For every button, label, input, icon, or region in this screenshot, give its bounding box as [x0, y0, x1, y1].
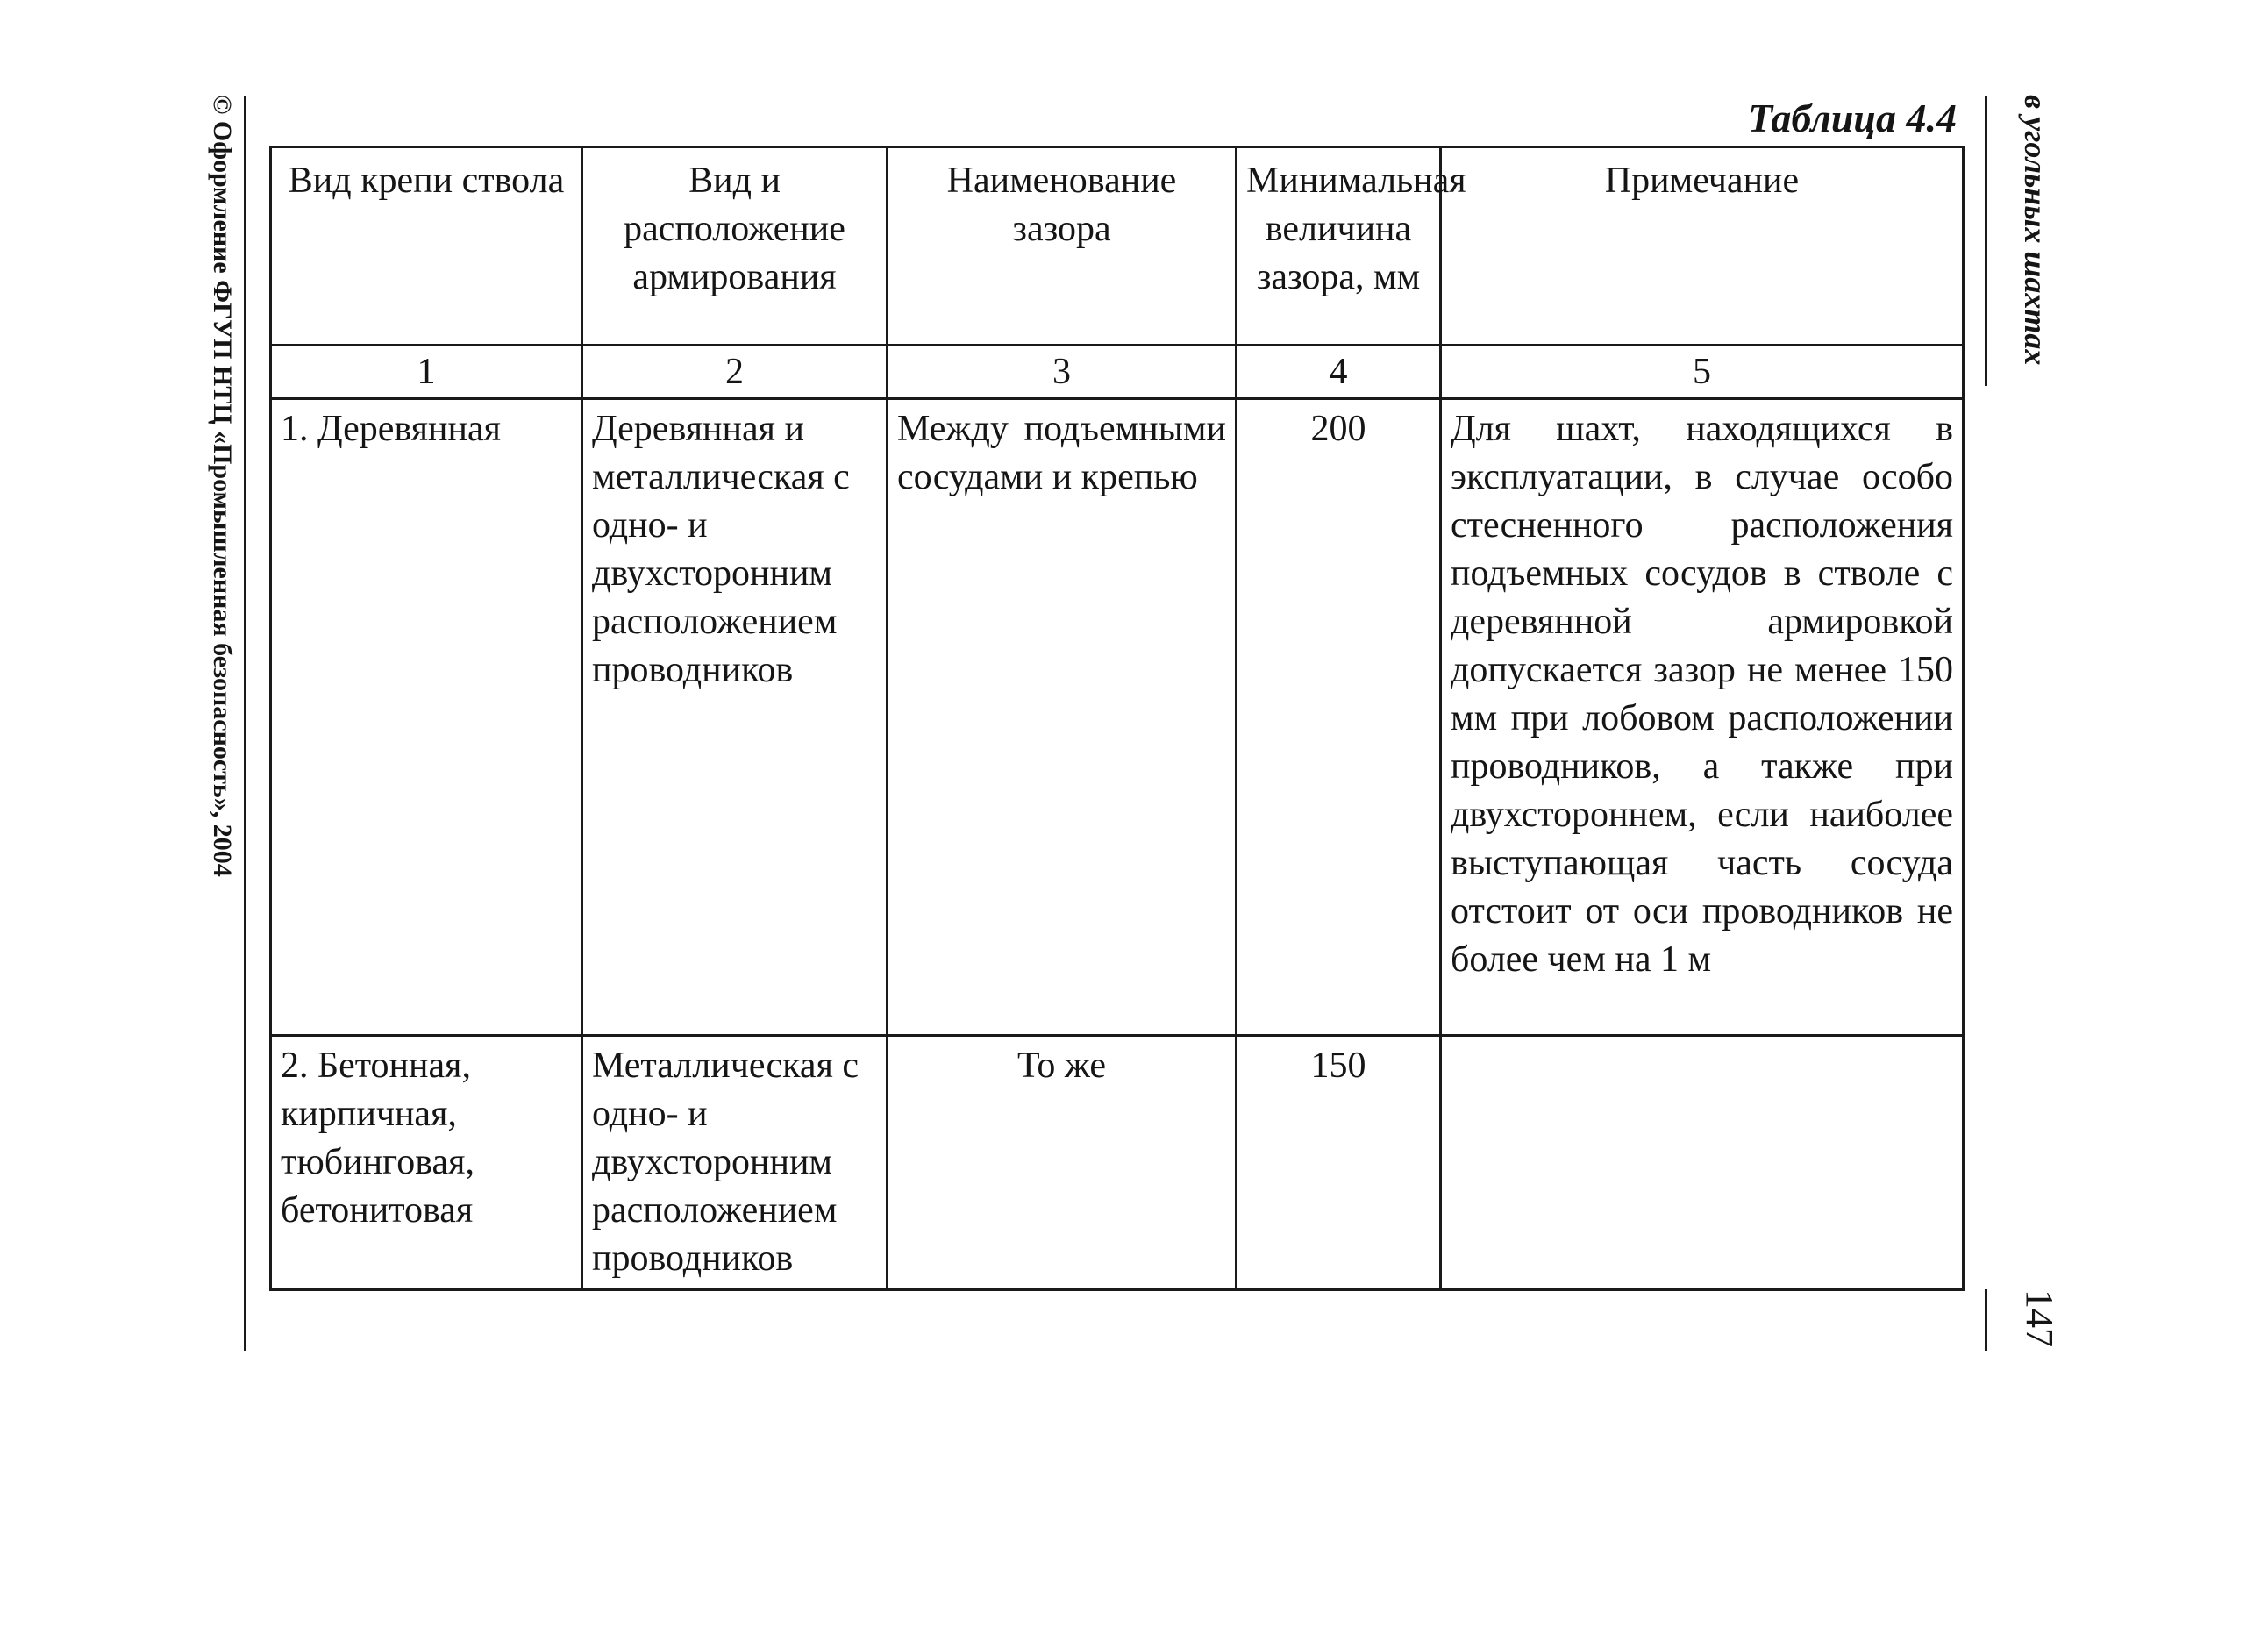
header-gap-name: Наименование зазора — [888, 147, 1237, 346]
right-margin-rule-bottom — [1985, 1289, 1987, 1351]
column-number: 2 — [582, 346, 888, 399]
header-support-type: Вид крепи ствола — [271, 147, 582, 346]
table-row — [271, 1036, 1964, 1290]
left-margin-rule — [244, 96, 246, 1351]
column-number: 3 — [888, 346, 1237, 399]
column-number-row — [271, 346, 1964, 399]
note-cell: Для шахт, находящихся в эксплуатации, в случае особо стесненного расположения подъемных сосудов в стволе с деревянной армировкой допускается зазор не менее 150 мм при лобовом расположении проводников, а также при двухстороннем, если наиболее выступающая часть сосуда отстоит от оси проводников не более чем на 1 м — [1441, 399, 1964, 1036]
reinforcement-cell: Деревянная и металлическая с одно- и двухсторонним расположением проводников — [582, 399, 888, 1036]
header-min-gap: Минимальная величина зазора, мм — [1237, 147, 1441, 346]
column-number: 4 — [1237, 346, 1441, 399]
gap-name-cell: То же — [888, 1036, 1237, 1290]
support-type-cell: 1. Деревянная — [271, 399, 582, 1036]
min-gap-cell: 200 — [1237, 399, 1441, 1036]
gap-table — [269, 146, 1965, 1291]
right-margin-rule-top — [1985, 96, 1987, 386]
column-number: 1 — [271, 346, 582, 399]
table-header-row — [271, 147, 1964, 346]
reinforcement-cell: Металлическая с одно- и двухсторонним расположением проводников — [582, 1036, 888, 1290]
min-gap-cell: 150 — [1237, 1036, 1441, 1290]
support-type-cell: 2. Бетонная, кирпичная, тюбинговая, бетонитовая — [271, 1036, 582, 1290]
running-header: в угольных шахтах — [2018, 95, 2053, 366]
table-caption: Таблица 4.4 — [1747, 96, 1957, 140]
note-cell — [1441, 1036, 1964, 1290]
column-number: 5 — [1441, 346, 1964, 399]
header-reinforcement: Вид и расположение армирования — [582, 147, 888, 346]
gap-name-cell: Между подъемными сосудами и крепью — [888, 399, 1237, 1036]
page-number: 147 — [2018, 1289, 2061, 1347]
table-row — [271, 399, 1964, 1036]
header-note: Примечание — [1441, 147, 1964, 346]
copyright-notice: © Оформление ФГУП НТЦ «Промышленная безопасность», 2004 — [208, 95, 237, 877]
